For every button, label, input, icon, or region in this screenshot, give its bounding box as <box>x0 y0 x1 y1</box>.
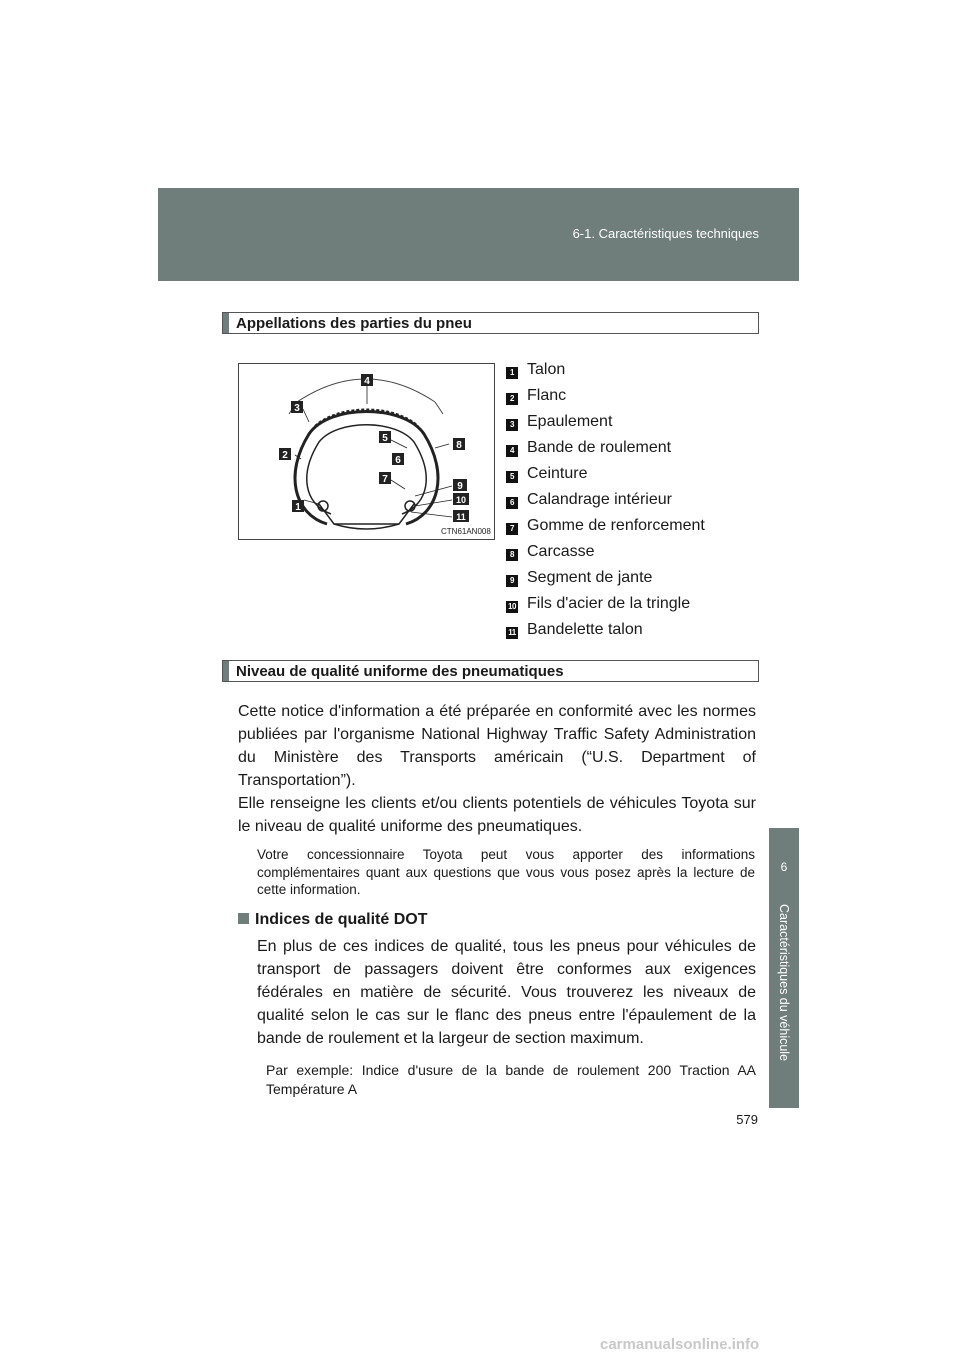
part-number-badge: 1 <box>506 367 518 379</box>
page-number: 579 <box>736 1112 758 1127</box>
header-band <box>158 188 799 281</box>
svg-text:10: 10 <box>455 495 467 505</box>
note-example: Par exemple: Indice d'usure de la bande de roulement 200 Traction AA Température A <box>266 1062 756 1097</box>
svg-text:9: 9 <box>457 481 463 492</box>
part-number-badge: 11 <box>506 627 518 639</box>
chapter-label-tab <box>769 896 799 1108</box>
part-label: Bande de roulement <box>527 439 672 456</box>
square-bullet-icon <box>238 913 249 924</box>
part-number-badge: 8 <box>506 549 518 561</box>
part-label: Bandelette talon <box>527 621 643 638</box>
part-label: Carcasse <box>527 543 595 560</box>
svg-text:1: 1 <box>295 502 301 513</box>
part-number-badge: 7 <box>506 523 518 535</box>
part-number-badge: 3 <box>506 419 518 431</box>
part-label: Ceinture <box>527 465 588 482</box>
note-dealer: Votre concessionnaire Toyota peut vous apporter des informations complémentaires quant aux questions que vous vous posez après la lecture de cette information. <box>257 847 755 897</box>
paragraph-intro: Cette notice d'information a été préparée en conformité avec les normes publiées par l'organisme National Highway Traffic Safety Administration du Ministère des Transports américain (“U.S. Department of Transportation”). <box>238 703 756 789</box>
svg-text:4: 4 <box>364 376 370 387</box>
paragraph-info: Elle renseigne les clients et/ou clients potentiels de véhicules Toyota sur le niveau de qualité uniforme des pneumatiques. <box>238 795 756 835</box>
part-label: Flanc <box>527 387 567 404</box>
svg-text:7: 7 <box>382 474 388 485</box>
chapter-number: 6 <box>780 860 788 874</box>
watermark: carmanualsonline.info <box>600 1336 760 1353</box>
part-label: Segment de jante <box>527 569 653 586</box>
part-number-badge: 4 <box>506 445 518 457</box>
heading-bar <box>223 661 229 681</box>
heading-bar <box>223 313 229 333</box>
figure-code: CTN61AN008 <box>441 527 491 536</box>
subheading-text: Indices de qualité DOT <box>255 911 428 928</box>
svg-text:3: 3 <box>294 403 300 414</box>
section-heading-quality-grading <box>222 660 759 682</box>
part-label: Talon <box>527 361 566 378</box>
tire-cross-section-illustration <box>239 364 494 539</box>
svg-text:11: 11 <box>456 512 466 522</box>
part-label: Epaulement <box>527 413 613 430</box>
section-heading-text: Appellations des parties du pneu <box>236 315 472 332</box>
part-label: Calandrage intérieur <box>527 491 672 508</box>
tire-diagram <box>238 363 495 540</box>
part-number-badge: 9 <box>506 575 518 587</box>
svg-text:6: 6 <box>395 455 401 466</box>
svg-text:5: 5 <box>382 433 388 444</box>
section-heading-text: Niveau de qualité uniforme des pneumatiques <box>236 663 564 680</box>
part-label: Fils d'acier de la tringle <box>527 595 691 612</box>
subheading-dot <box>238 911 427 929</box>
chapter-label: Caractéristiques du véhicule <box>777 904 791 1062</box>
svg-text:2: 2 <box>282 450 288 461</box>
part-number-badge: 6 <box>506 497 518 509</box>
paragraph-dot: En plus de ces indices de qualité, tous les pneus pour véhicules de transport de passagers doivent être conformes aux exigences fédérales en matière de sécurité. Vous trouverez les niveaux de qualité selon le cas sur le flanc des pneus entre l'épaulement de la bande de roulement et la largeur de section maximum. <box>257 938 756 1047</box>
part-number-badge: 10 <box>506 601 518 613</box>
part-label: Gomme de renforcement <box>527 517 705 534</box>
svg-text:8: 8 <box>456 440 462 451</box>
part-number-badge: 2 <box>506 393 518 405</box>
chapter-number-tab <box>769 828 799 896</box>
section-title: 6-1. Caractéristiques techniques <box>572 226 759 241</box>
section-heading-tire-parts <box>222 312 759 334</box>
part-number-badge: 5 <box>506 471 518 483</box>
